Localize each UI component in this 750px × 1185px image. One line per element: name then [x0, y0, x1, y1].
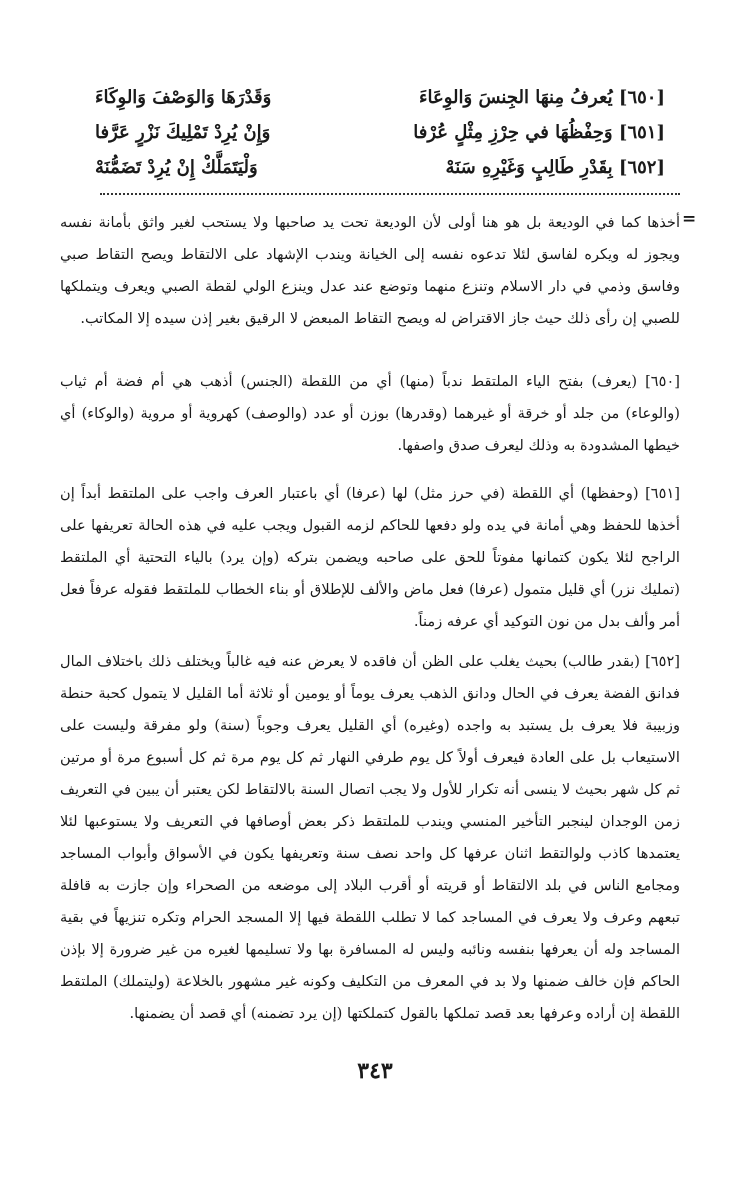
verse-second-hemistich: وَلْيَتَمَلَّكْ إِنْ يُرِدْ تَضَمُّنَهْ: [95, 157, 258, 178]
verse-first-hemistich: [419, 87, 665, 108]
verse-650: [95, 80, 665, 115]
verse-number: [٦٥٢]: [618, 157, 665, 178]
verse-first-hemistich: [446, 157, 665, 178]
dotted-divider: [100, 193, 680, 195]
commentary-paragraph-651: [٦٥١] (وحفظها) أي اللقطة (في حرز مثل) لها (عرفا) أي باعتبار العرف واجب على الملتقط أبداً إن أخذها للحفظ وهي أمانة في يده ولو دفعها للحاكم لزمه القبول ويجب عليه في هذه الحالة تعريفها على الراجح لئلا يكون كتمانها مفوتاً للحق على صاحبه ويضمن بتركه (وإن يرد) بالياء التحتية أي الملتقط (تمليك نزر) أي قليل متمول (عرفا) فعل ماض والألف للإطلاق أو بناء الخطاب للملتقط فقوله عرفاً فعل أمر وألف بدل من نون التوكيد أي عرفه زمناً.: [60, 485, 680, 630]
verse-number: [٦٥١]: [618, 122, 665, 143]
continuation-marker: =: [682, 209, 697, 229]
verse-second-hemistich: وَإِنْ يُرِدْ تَمْلِيكَ نَزْرٍ عَرَّفا: [95, 122, 271, 143]
commentary-paragraph-650: [٦٥٠] (يعرف) بفتح الياء الملتقط ندباً (منها) أي من اللقطة (الجنس) أذهب هي أم فضة أم ثياب (والوعاء) من جلد أو خرقة أو غيرهما (وقدرها) بوزن أو عدد (والوصف) كهروية أو مروية (والوكاء) أي خيطها المشدودة به وذلك ليعرف صدق واصفها.: [60, 373, 680, 454]
verse-652: [95, 150, 665, 185]
verse-first-text: يُعرفُ مِنهَا الجِنسَ وَالوِعَاءَ: [419, 87, 613, 108]
verse-second-hemistich: وَقَدْرَهَا وَالوَصْفَ وَالوِكَاءَ: [95, 87, 272, 108]
verse-first-text: وَحِفْظُهَا في حِرْزِ مِثْلٍ عُرْفا: [413, 122, 613, 143]
commentary-paragraph-652: [٦٥٢] (بقدر طالب) بحيث يغلب على الظن أن فاقده لا يعرض عنه فيه غالباً ويختلف ذلك باختلاف المال فدانق الفضة يعرف في الحال ودانق الذهب يعرف يوماً أو يومين أو ثلاثة أما القليل لا يتمول كحبة حنطة وزبيبة فلا يعرف بل يستبد به واجده (وغيره) أي القليل يعرف وجوباً (سنة) ولو مفرقة وليست على الاستيعاب بل على العادة فيعرف أولاً كل يوم طرفي النهار ثم كل يوم مرة ثم كل أسبوع مرة أو مرتين ثم كل شهر بحيث لا ينسى أنه تكرار للأول ولا يجب اتصال السنة بالالتقاط لكن يعتبر أن يبين في التعريف زمن الوجدان لينجبر التأخير المنسي ويندب للملتقط ذكر بعض أوصافها في التعريف ولا يستوعبها لئلا يعتمدها كاذب ولوالتقط اثنان عرفها كل واحد نصف سنة وتعريفها يكون في الأسواق وأبواب المساجد ومجامع الناس في بلد الالتقاط أو قريته أو أقرب البلاد إلى موضعه من الصحراء وإن جازت به قافلة تبعهم وعرف ولا يعرف في المساجد كما لا تطلب اللقطة فيها إلا المسجد الحرام وتكره تنزيهاً في بقية المساجد وله أن يعرفها بنفسه ونائبه وليس له المسافرة بها ولا تسليمها لغيره من غير ضرورة إلا بإذن الحاكم فإن خالف ضمنها ولا بد في المعرف من التكليف وكونه غير مشهور بالخلاعة (وليتملك) الملتقط اللقطة إن أراده وعرفها بعد قصد تملكها بالقول كتملكتها (إن يرد تضمنه) أي قصد أن يضمنها.: [60, 653, 680, 1022]
commentary-paragraph-continued: أخذها كما في الوديعة بل هو هنا أولى لأن الوديعة تحت يد صاحبها ولا يستحب لغير واثق بأمانة نفسه ويجوز له ويكره لفاسق لئلا تدعوه نفسه إلى الخيانة ويندب الإشهاد على الالتقاط ويصح التقاط صبي وفاسق وذمي في دار الاسلام وتنزع منهما وتوضع عند عدل وينزع الولي لقطة الصبي ويعرف ويتملكها للصبي إن رأى ذلك حيث جاز الاقتراض له ويصح التقاط المبعض لا الرقيق بغير إذن سيده إلا المكاتب.: [60, 214, 680, 327]
page-number: ٣٤٣: [357, 1058, 393, 1084]
poem-verses: [95, 80, 665, 185]
verse-number: [٦٥٠]: [618, 87, 665, 108]
verse-651: [95, 115, 665, 150]
verse-first-hemistich: [413, 122, 665, 143]
verse-first-text: بِقَدْرِ طَالِبٍ وَغَيْرِهِ سَنَهْ: [445, 157, 613, 178]
